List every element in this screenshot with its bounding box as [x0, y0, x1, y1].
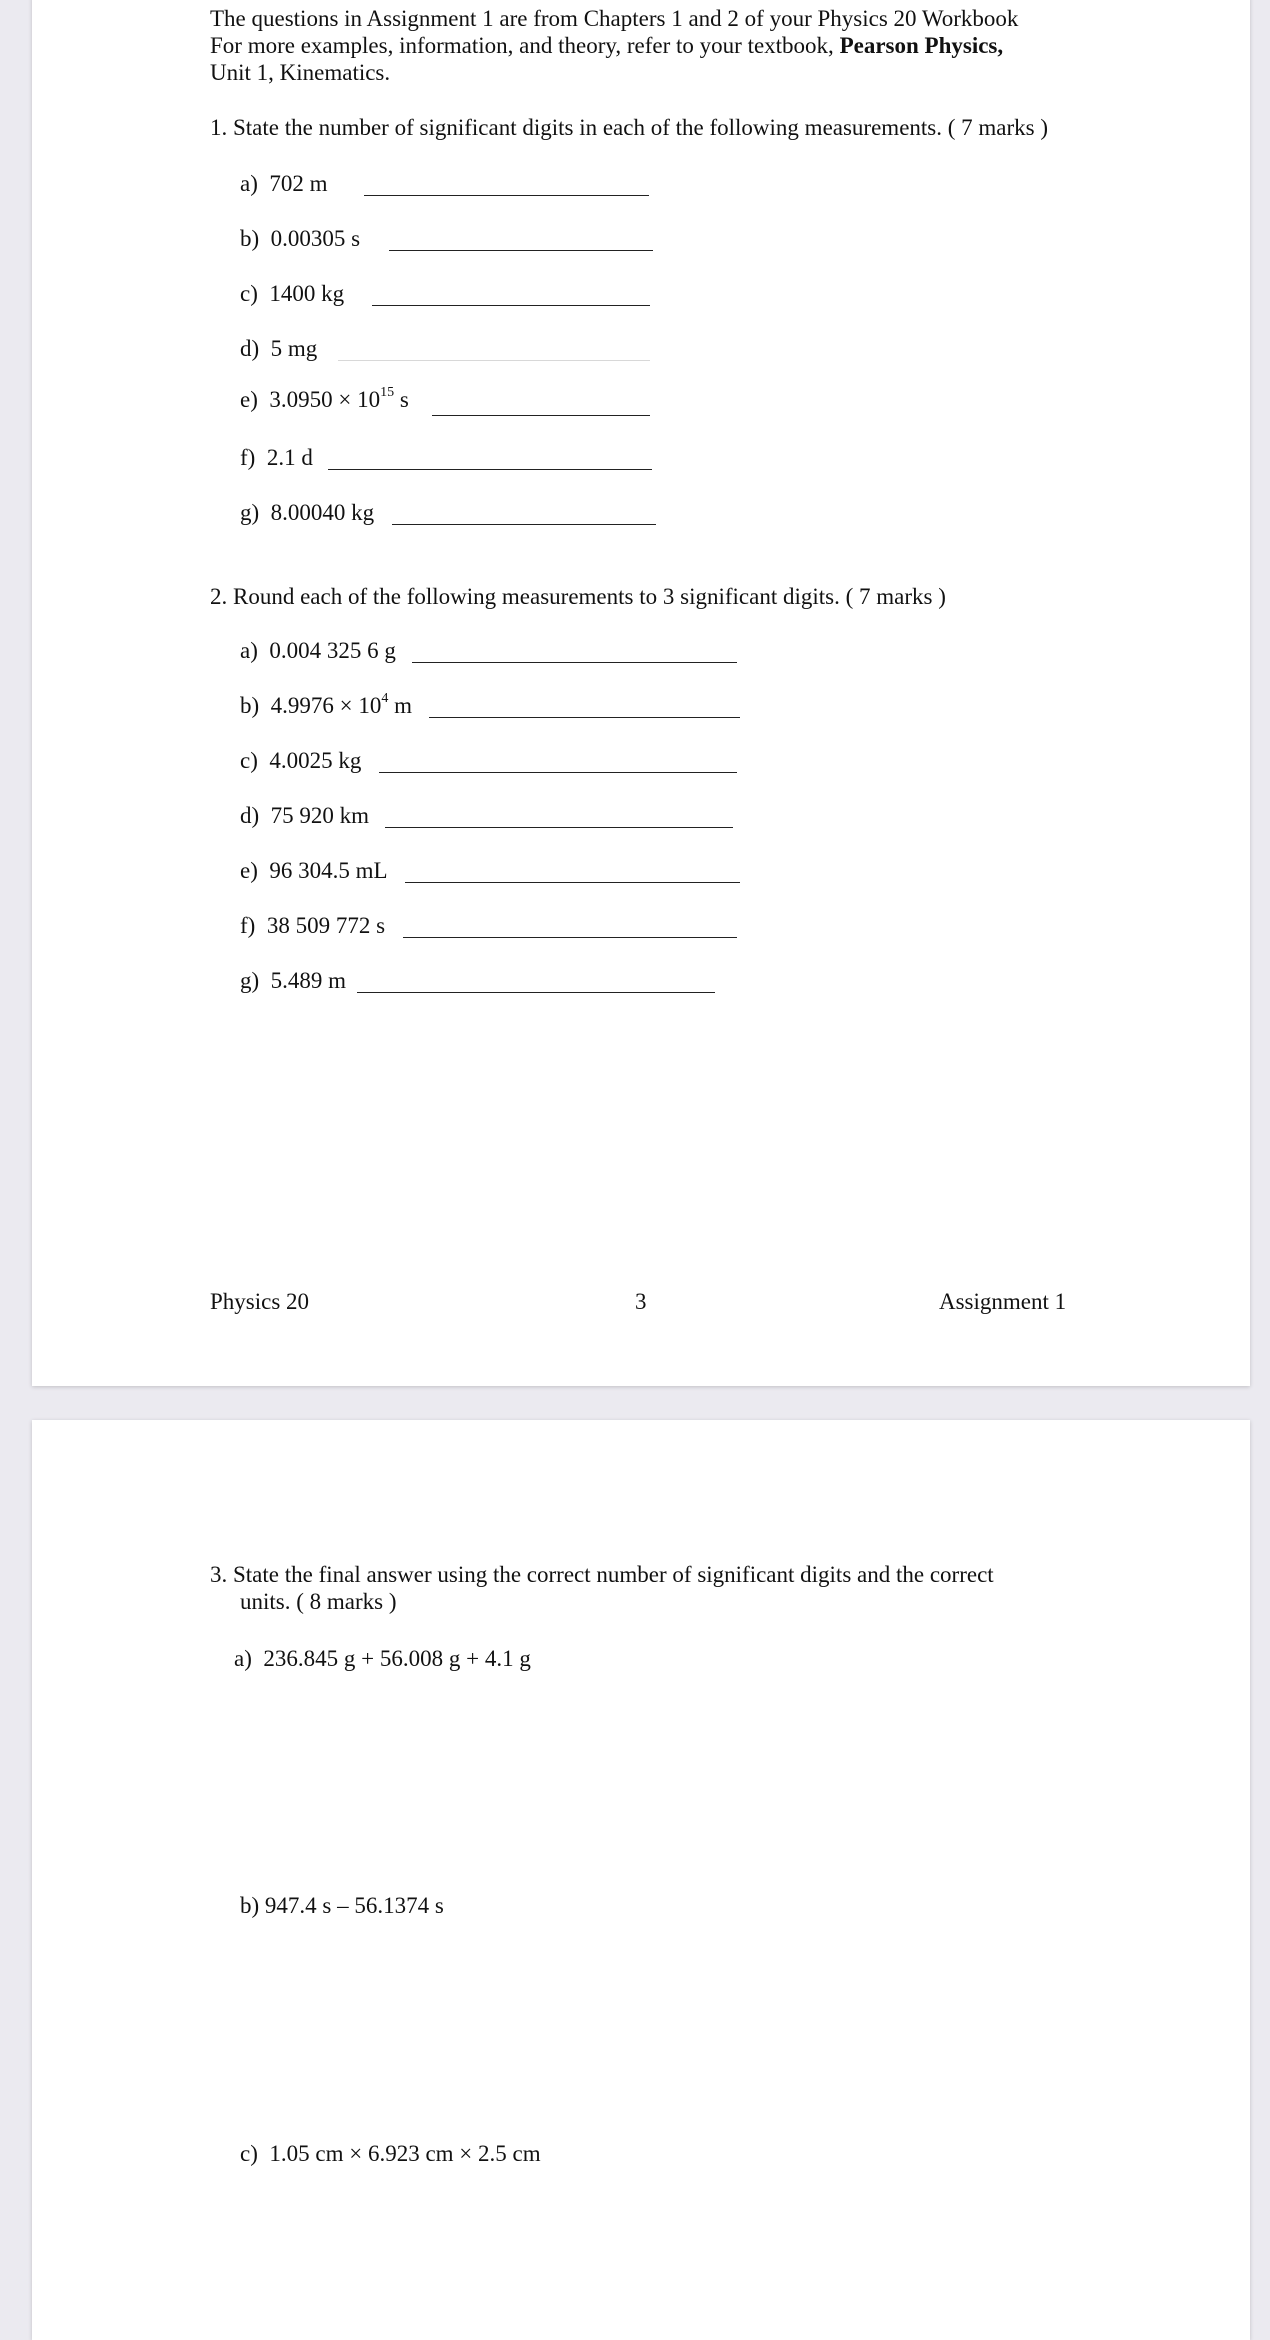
q1-answer-line-c[interactable] [372, 305, 650, 306]
q1-item-f [240, 444, 313, 471]
item-text: 0.004 325 6 g [269, 638, 396, 663]
item-label: c) [240, 748, 258, 773]
item-unit: s [394, 387, 409, 412]
q2-item-a [240, 637, 396, 664]
q2-answer-line-g[interactable] [357, 992, 715, 993]
q1-item-d [240, 335, 317, 362]
document-page-1 [32, 0, 1250, 1386]
q2-answer-line-d[interactable] [385, 827, 733, 828]
item-label: a) [234, 1646, 252, 1671]
item-text: 5 mg [270, 336, 318, 361]
item-label: a) [240, 638, 258, 663]
item-text: 947.4 s – 56.1374 s [264, 1893, 444, 1918]
item-text: 75 920 km [270, 803, 370, 828]
document-page-2 [32, 1420, 1250, 2340]
item-text: 0.00305 s [270, 226, 361, 251]
q2-item-e [240, 857, 388, 884]
footer-assignment: Assignment 1 [939, 1289, 1067, 1314]
q1-item-e [240, 386, 409, 413]
item-text: 2.1 d [266, 445, 313, 470]
intro-line-1: The questions in Assignment 1 are from Chapters 1 and 2 of your Physics 20 Workbook [210, 6, 1019, 31]
item-text: 4.0025 kg [269, 748, 362, 773]
q2-item-f [240, 912, 385, 939]
q2-answer-line-f[interactable] [403, 937, 737, 938]
q1-answer-line-a[interactable] [364, 195, 649, 196]
q2-answer-line-e[interactable] [405, 882, 740, 883]
q2-answer-line-a[interactable] [412, 662, 737, 663]
item-label: d) [240, 803, 260, 828]
item-base: 4.9976 × 10 [270, 693, 382, 718]
item-label: b) [240, 693, 260, 718]
q2-item-b [240, 692, 412, 719]
item-text: 1400 kg [269, 281, 345, 306]
item-exponent: 15 [380, 385, 395, 401]
footer-course: Physics 20 [210, 1289, 310, 1314]
q1-answer-line-g[interactable] [392, 524, 656, 525]
item-label: d) [240, 336, 260, 361]
q2-answer-line-c[interactable] [379, 772, 737, 773]
q1-item-b [240, 225, 360, 252]
item-text: 96 304.5 mL [269, 858, 388, 883]
q3-item-a [234, 1645, 531, 1672]
item-unit: m [388, 693, 413, 718]
item-text: 8.00040 kg [270, 500, 375, 525]
q2-item-c [240, 747, 361, 774]
q3-item-b [240, 1892, 444, 1919]
item-text: 5.489 m [270, 968, 347, 993]
item-label: f) [240, 913, 256, 938]
q1-item-a [240, 170, 328, 197]
item-text: 702 m [269, 171, 328, 196]
item-base: 3.0950 × 10 [269, 387, 381, 412]
item-label: a) [240, 171, 258, 196]
q3-item-c [240, 2140, 541, 2167]
q1-answer-line-f[interactable] [328, 469, 652, 470]
item-text: 1.05 cm × 6.923 cm × 2.5 cm [269, 2141, 541, 2166]
intro-line-3: Unit 1, Kinematics. [210, 60, 391, 85]
item-label: g) [240, 500, 260, 525]
q1-answer-line-b[interactable] [389, 250, 653, 251]
footer-page-number: 3 [635, 1289, 647, 1314]
item-exponent: 4 [381, 691, 389, 707]
question-2-prompt: 2. Round each of the following measurements to 3 significant digits. ( 7 marks ) [210, 584, 946, 609]
item-label: b) [240, 1893, 260, 1918]
textbook-title: Pearson Physics, [839, 33, 1004, 58]
item-label: f) [240, 445, 256, 470]
q1-item-g [240, 499, 374, 526]
intro-line-2 [210, 32, 1003, 59]
item-label: b) [240, 226, 260, 251]
q1-answer-line-e[interactable] [432, 415, 650, 416]
question-1-prompt: 1. State the number of significant digits in each of the following measurements. ( 7 marks ) [210, 115, 1049, 140]
item-text: 236.845 g + 56.008 g + 4.1 g [263, 1646, 531, 1671]
q1-answer-line-d[interactable] [338, 360, 650, 361]
q2-answer-line-b[interactable] [429, 717, 740, 718]
item-label: g) [240, 968, 260, 993]
q2-item-g [240, 967, 346, 994]
intro-line-2-text: For more examples, information, and theory, refer to your textbook, [210, 33, 840, 58]
q1-item-c [240, 280, 344, 307]
item-label: e) [240, 387, 258, 412]
item-label: e) [240, 858, 258, 883]
q2-item-d [240, 802, 369, 829]
item-text: 38 509 772 s [266, 913, 386, 938]
question-3-prompt-line-2: units. ( 8 marks ) [240, 1589, 397, 1614]
question-3-prompt-line-1: 3. State the final answer using the correct number of significant digits and the correct [210, 1562, 994, 1587]
item-label: c) [240, 2141, 258, 2166]
item-label: c) [240, 281, 258, 306]
